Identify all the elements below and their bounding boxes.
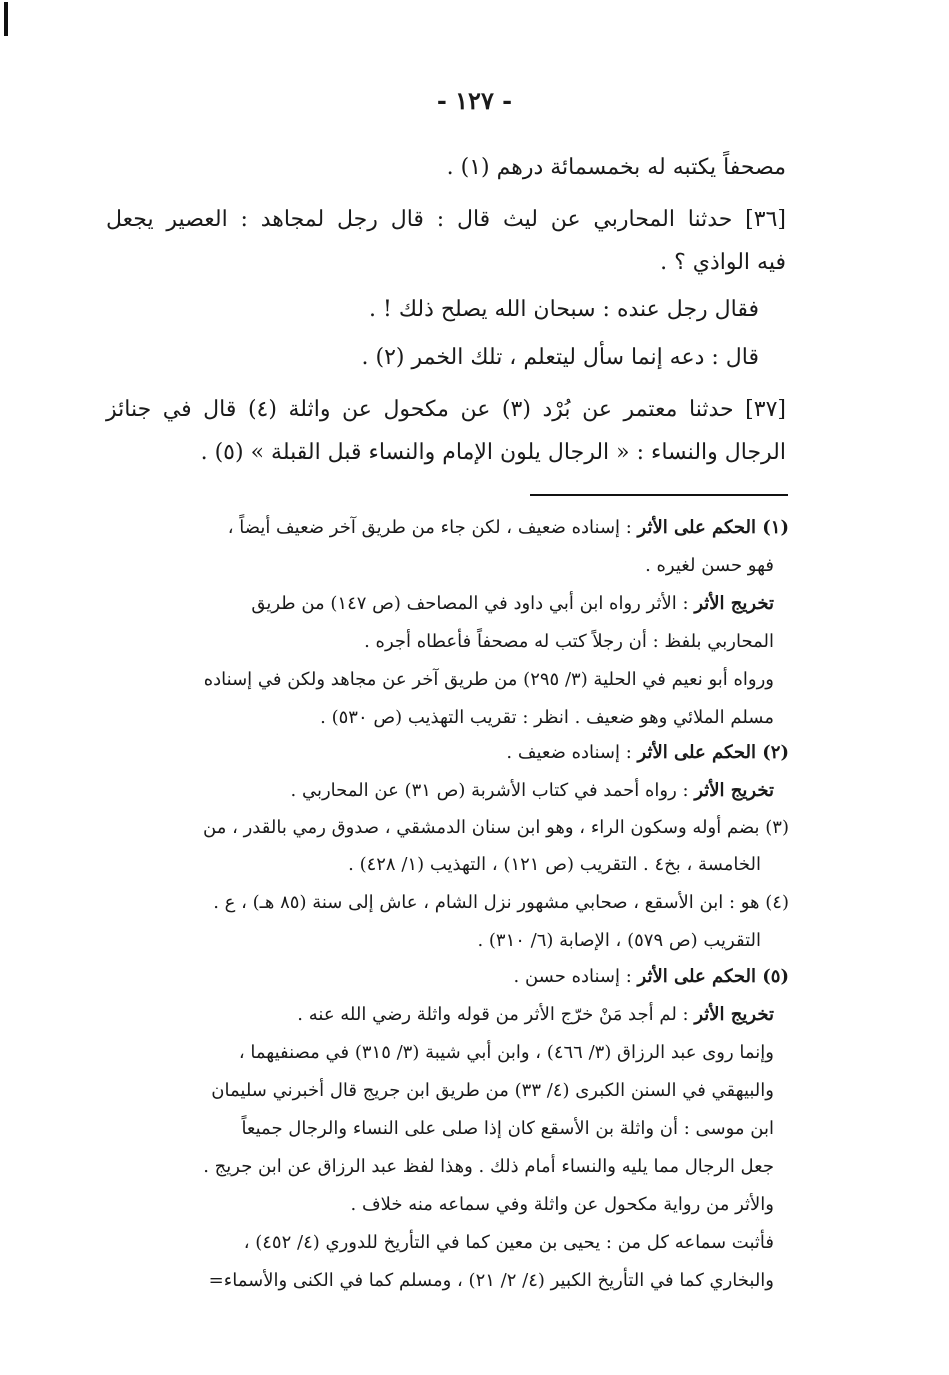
footnote-line: فهو حسن لغيره . — [645, 555, 774, 576]
main-text-line: الرجال والنساء : « الرجال يلون الإمام والنساء قبل القبلة » (٥) . — [200, 440, 786, 465]
footnote-line: (٢) الحكم على الأثر : إسناده ضعيف . — [506, 742, 789, 763]
main-text-line: [٣٦] حدثنا المحاربي عن ليث قال : قال رجل لمجاهد : العصير يجعل — [106, 207, 786, 232]
page-number: - ١٢٧ - — [436, 86, 513, 115]
footnote-line: والبخاري كما في التأريخ الكبير (٤/ ٢/ ٢١) ، ومسلم كما في الكنى والأسماء= — [208, 1270, 774, 1291]
footnote-line: ابن موسى : أن واثلة بن الأسقع كان إذا صلى على النساء والرجال جميعاً — [241, 1118, 774, 1139]
footnote-separator — [530, 494, 788, 496]
main-text-line: مصحفاً يكتبه له بخمسمائة درهم (١) . — [446, 155, 786, 180]
footnote-line: تخريج الأثر : لم أجد مَنْ خرّج الأثر من قوله واثلة رضي الله عنه . — [297, 1004, 774, 1025]
footnote-line: جعل الرجال مما يليه والنساء أمام ذلك . وهذا لفظ عبد الرزاق عن ابن جريج . — [203, 1156, 774, 1177]
footnote-line: (٥) الحكم على الأثر : إسناده حسن . — [513, 966, 789, 987]
scan-edge-mark — [4, 2, 8, 36]
footnote-line: المحاربي بلفظ : أن رجلاً كتب له مصحفاً فأعطاه أجره . — [364, 631, 774, 652]
footnote-line: التقريب (ص ٥٧٩) ، الإصابة (٦/ ٣١٠) . — [477, 930, 761, 951]
footnote-line: مسلم الملائي وهو ضعيف . انظر : تقريب التهذيب (ص ٥٣٠) . — [320, 707, 774, 728]
footnote-line: فأثبت سماعه كل من : يحيى بن معين كما في التأريخ للدوري (٤/ ٤٥٢) ، — [243, 1232, 774, 1253]
footnote-line: (٤) هو : ابن الأسقع ، صحابي مشهور نزل الشام ، عاش إلى سنة (٨٥ هـ) ، ع . — [213, 892, 789, 913]
footnote-line: (١) الحكم على الأثر : إسناده ضعيف ، لكن جاء من طريق آخر ضعيف أيضاً ، — [227, 517, 789, 538]
main-text-line: [٣٧] حدثنا معتمر عن بُرْد (٣) عن مكحول عن واثلة (٤) قال في جنائز — [106, 397, 786, 422]
main-text-line: قال : دعه إنما سأل ليتعلم ، تلك الخمر (٢) . — [361, 345, 759, 370]
footnote-line: والبيهقي في السنن الكبرى (٤/ ٣٣) من طريق ابن جريج قال أخبرني سليمان — [211, 1080, 774, 1101]
footnote-line: الخامسة ، بخ٤ . التقريب (ص ١٢١) ، التهذيب (١/ ٤٢٨) . — [348, 854, 761, 875]
main-text-line: فقال رجل عنده : سبحان الله يصلح ذلك ! . — [369, 297, 759, 322]
footnote-line: تخريج الأثر : رواه أحمد في كتاب الأشربة (ص ٣١) عن المحاربي . — [290, 780, 774, 801]
footnote-line: ورواه أبو نعيم في الحلية (٣/ ٢٩٥) من طريق آخر عن مجاهد ولكن في إسناده — [203, 669, 774, 690]
footnote-line: تخريج الأثر : الأثر رواه ابن أبي داود في المصاحف (ص ١٤٧) من طريق — [251, 593, 774, 614]
footnote-line: (٣) بضم أوله وسكون الراء ، وهو ابن سنان الدمشقي ، صدوق رمي بالقدر ، من — [203, 817, 789, 838]
footnote-line: وإنما روى عبد الرزاق (٣/ ٤٦٦) ، وابن أبي شيبة (٣/ ٣١٥) في مصنفيهما ، — [238, 1042, 774, 1063]
main-text-line: فيه الواذي ؟ . — [660, 250, 786, 275]
footnote-line: والأثر من رواية مكحول عن واثلة وفي سماعه منه خلاف . — [350, 1194, 774, 1215]
